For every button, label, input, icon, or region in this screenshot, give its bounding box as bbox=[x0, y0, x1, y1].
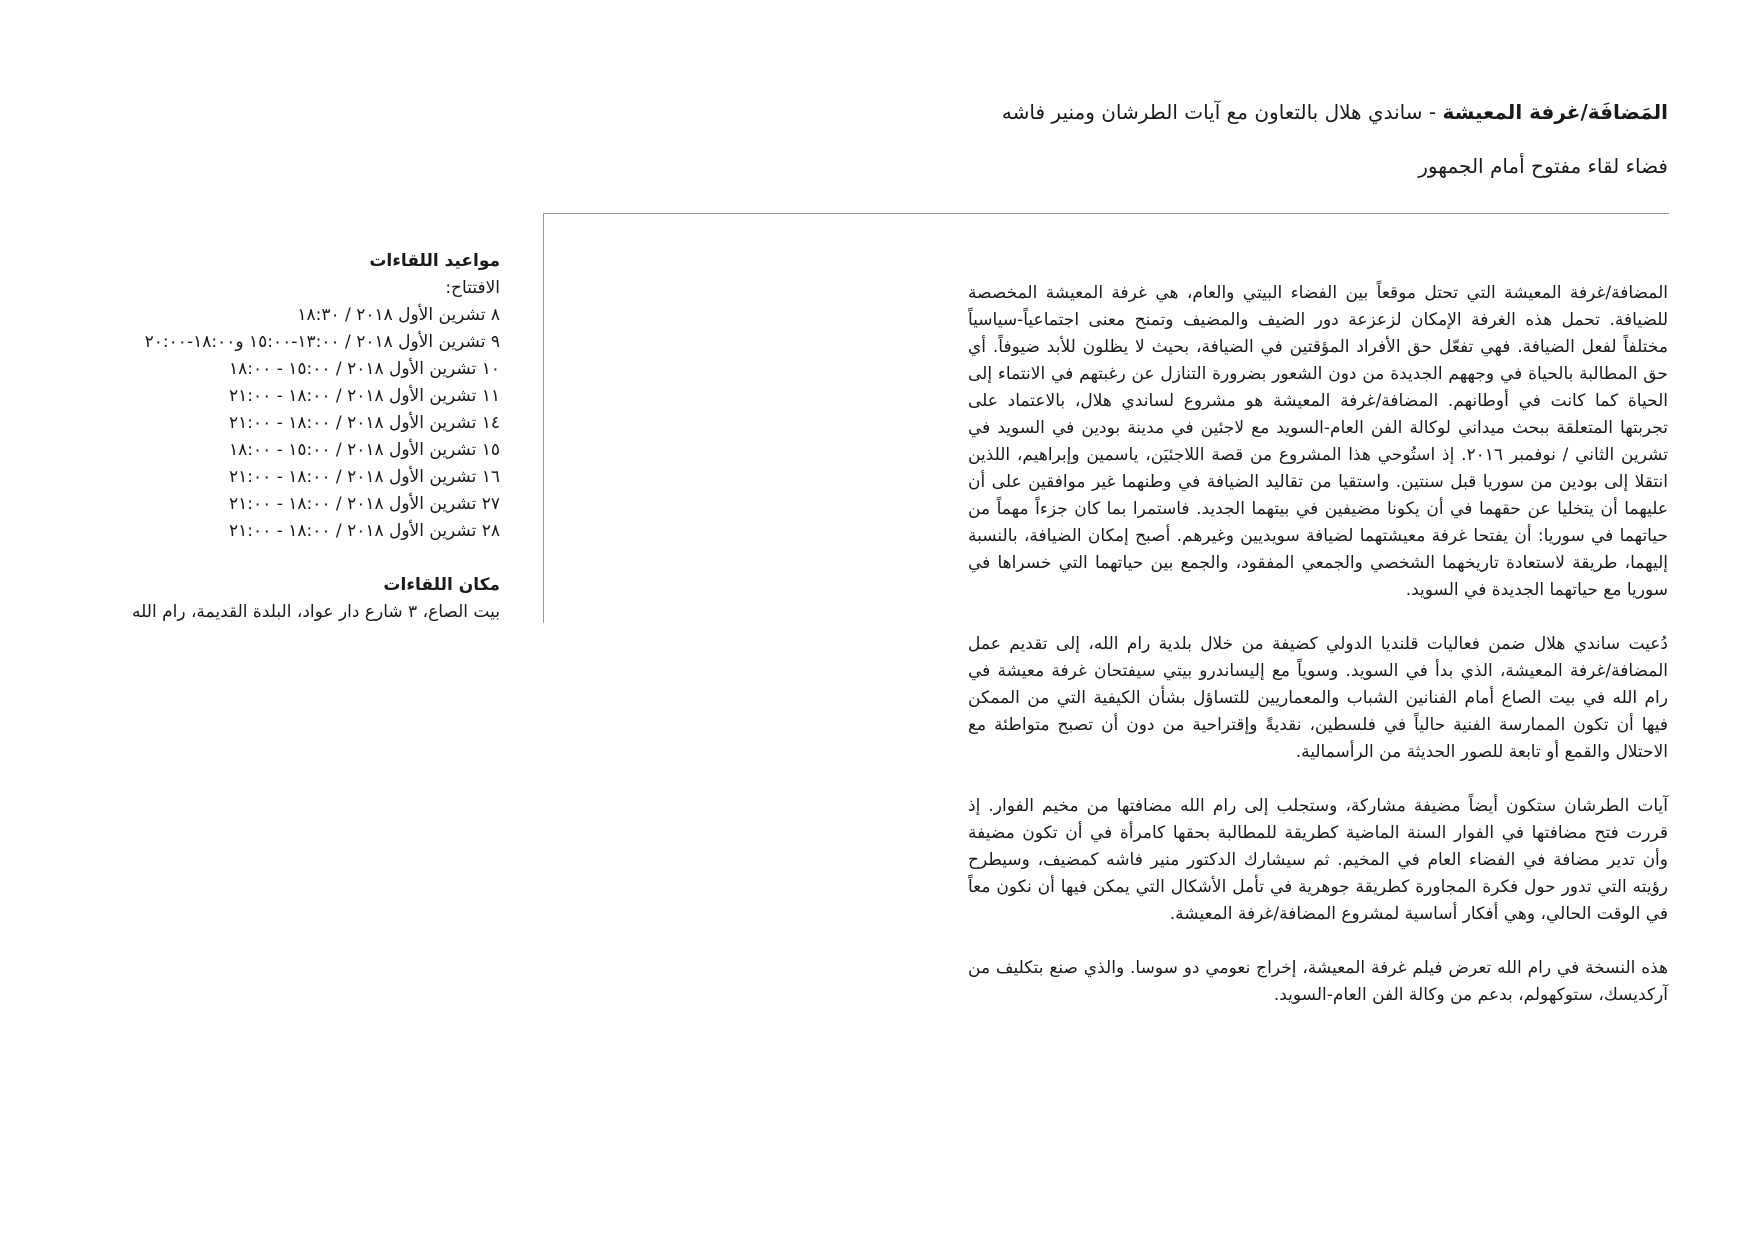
schedule-item: ٢٨ تشرين الأول ٢٠١٨ / ١٨:٠٠ - ٢١:٠٠ bbox=[229, 521, 500, 541]
body-paragraph: هذه النسخة في رام الله تعرض فيلم غرفة المعيشة، إخراج نعومي دو سوسا. والذي صنع بتكليف من آركديسك، ستوكهولم، بدعم من وكالة الفن العام-السويد. bbox=[968, 958, 1668, 1005]
title-rest: - ساندي هلال بالتعاون مع آيات الطرشان ومنير فاشه bbox=[1001, 100, 1443, 124]
schedule-item: ١١ تشرين الأول ٢٠١٨ / ١٨:٠٠ - ٢١:٠٠ bbox=[229, 386, 500, 406]
schedule-list bbox=[120, 302, 500, 545]
body-paragraph: آيات الطرشان ستكون أيضاً مضيفة مشاركة، وستجلب إلى رام الله مضافتها من مخيم الفوار. إذ قررت فتح مضافتها في الفوار السنة الماضية كطريقة للمطالبة بحقها كامرأة في أن تكون مضيفة وأن تدير مضافة في الفضاء العام في المخيم. ثم سيشارك الدكتور منير فاشه كمضيف، وسيطرح رؤيته التي تدور حول فكرة المجاورة كطريقة جوهرية في تأمل الأشكال التي يمكن فيها أن نكون معاً في الوقت الحالي، وهي أفكار أساسية لمشروع المضافة/غرفة المعيشة. bbox=[968, 796, 1668, 924]
venue-block bbox=[120, 572, 500, 626]
schedule-item: ٨ تشرين الأول ٢٠١٨ / ١٨:٣٠ bbox=[297, 305, 500, 325]
schedule-item: ١٦ تشرين الأول ٢٠١٨ / ١٨:٠٠ - ٢١:٠٠ bbox=[229, 467, 500, 487]
venue-address: بيت الصاع، ٣ شارع دار عواد، البلدة القديمة، رام الله bbox=[132, 602, 500, 622]
schedule-item: ١٥ تشرين الأول ٢٠١٨ / ١٥:٠٠ - ١٨:٠٠ bbox=[229, 440, 500, 460]
horizontal-divider bbox=[543, 213, 1669, 214]
schedule-item: ٢٧ تشرين الأول ٢٠١٨ / ١٨:٠٠ - ٢١:٠٠ bbox=[229, 494, 500, 514]
body-text bbox=[968, 280, 1668, 1036]
venue-heading: مكان اللقاءات bbox=[383, 575, 500, 595]
schedule-item: ١٤ تشرين الأول ٢٠١٨ / ١٨:٠٠ - ٢١:٠٠ bbox=[229, 413, 500, 433]
title-bold: المَضافَة/غرفة المعيشة bbox=[1442, 100, 1668, 124]
page-subtitle: فضاء لقاء مفتوح أمام الجمهور bbox=[1418, 154, 1668, 178]
schedule-heading: مواعيد اللقاءات bbox=[369, 251, 500, 271]
schedule-item: ٩ تشرين الأول ٢٠١٨ / ١٣:٠٠-١٥:٠٠ و١٨:٠٠-٢٠:٠٠ bbox=[144, 332, 500, 352]
sidebar bbox=[120, 248, 500, 626]
opening-label: الافتتاح: bbox=[445, 278, 500, 298]
vertical-divider bbox=[543, 213, 544, 623]
page-title bbox=[968, 96, 1668, 128]
body-paragraph: المضافة/غرفة المعيشة التي تحتل موقعاً بين الفضاء البيتي والعام، هي غرفة المعيشة المخصصة للضيافة. تحمل هذه الغرفة الإمكان لزعزعة دور الضيف والمضيف وتمنح معنى اجتماعياً-سياسياً مختلفاً لفعل الضيافة. فهي تفعّل حق الأفراد المؤقتين في الضيافة، بحيث لا يظلون للأبد ضيوفاً. أي حق المطالبة بالحياة في وجههم الجديدة من دون الشعور بضرورة التنازل عن رغبتهم في الانتماء إلى الحياة كما كانت في أوطانهم. المضافة/غرفة المعيشة هو مشروع لساندي هلال، بالاعتماد على تجربتها المتعلقة ببحث ميداني لوكالة الفن العام-السويد مع لاجئين في مدينة بودين في السويد في تشرين الثاني / نوفمبر ٢٠١٦. إذ استُوحي هذا المشروع من قصة اللاجئيَن، ياسمين وإبراهيم، اللذين انتقلا إلى بودين من سوريا قبل سنتين. واستقيا من تقاليد الضيافة في وطنهما غير موافقين على أن عليهما أن يتخليا عن حقهما في أن يكونا مضيفين في بيتهما الجديد. فاستمرا بما كان جزءاً مهماً من حياتهما في سوريا: أن يفتحا غرفة معيشتهما لضيافة سويديين وغيرهم. أصبح إمكان الضيافة، بالنسبة إليهما، طريقة لاستعادة تاريخهما الشخصي والجمعي المفقود، والجمع بين حياتهما التي خسراها في سوريا مع حياتهما الجديدة في السويد. bbox=[968, 283, 1668, 600]
schedule-item: ١٠ تشرين الأول ٢٠١٨ / ١٥:٠٠ - ١٨:٠٠ bbox=[229, 359, 500, 379]
body-paragraph: دُعيت ساندي هلال ضمن فعاليات قلنديا الدولي كضيفة من خلال بلدية رام الله، إلى تقديم عمل المضافة/غرفة المعيشة، الذي بدأ في السويد. وسوياً مع إليساندرو بيتي سيفتحان غرفة معيشة في رام الله في بيت الصاع أمام الفنانين الشباب والمعماريين للتساؤل بشأن الكيفية التي من الممكن فيها أن تكون الممارسة الفنية حالياً في فلسطين، نقديةً وإقتراحية من دون أن تصبح متواطئة مع الاحتلال والقمع أو تابعة للصور الحديثة من الرأسمالية. bbox=[968, 634, 1668, 762]
